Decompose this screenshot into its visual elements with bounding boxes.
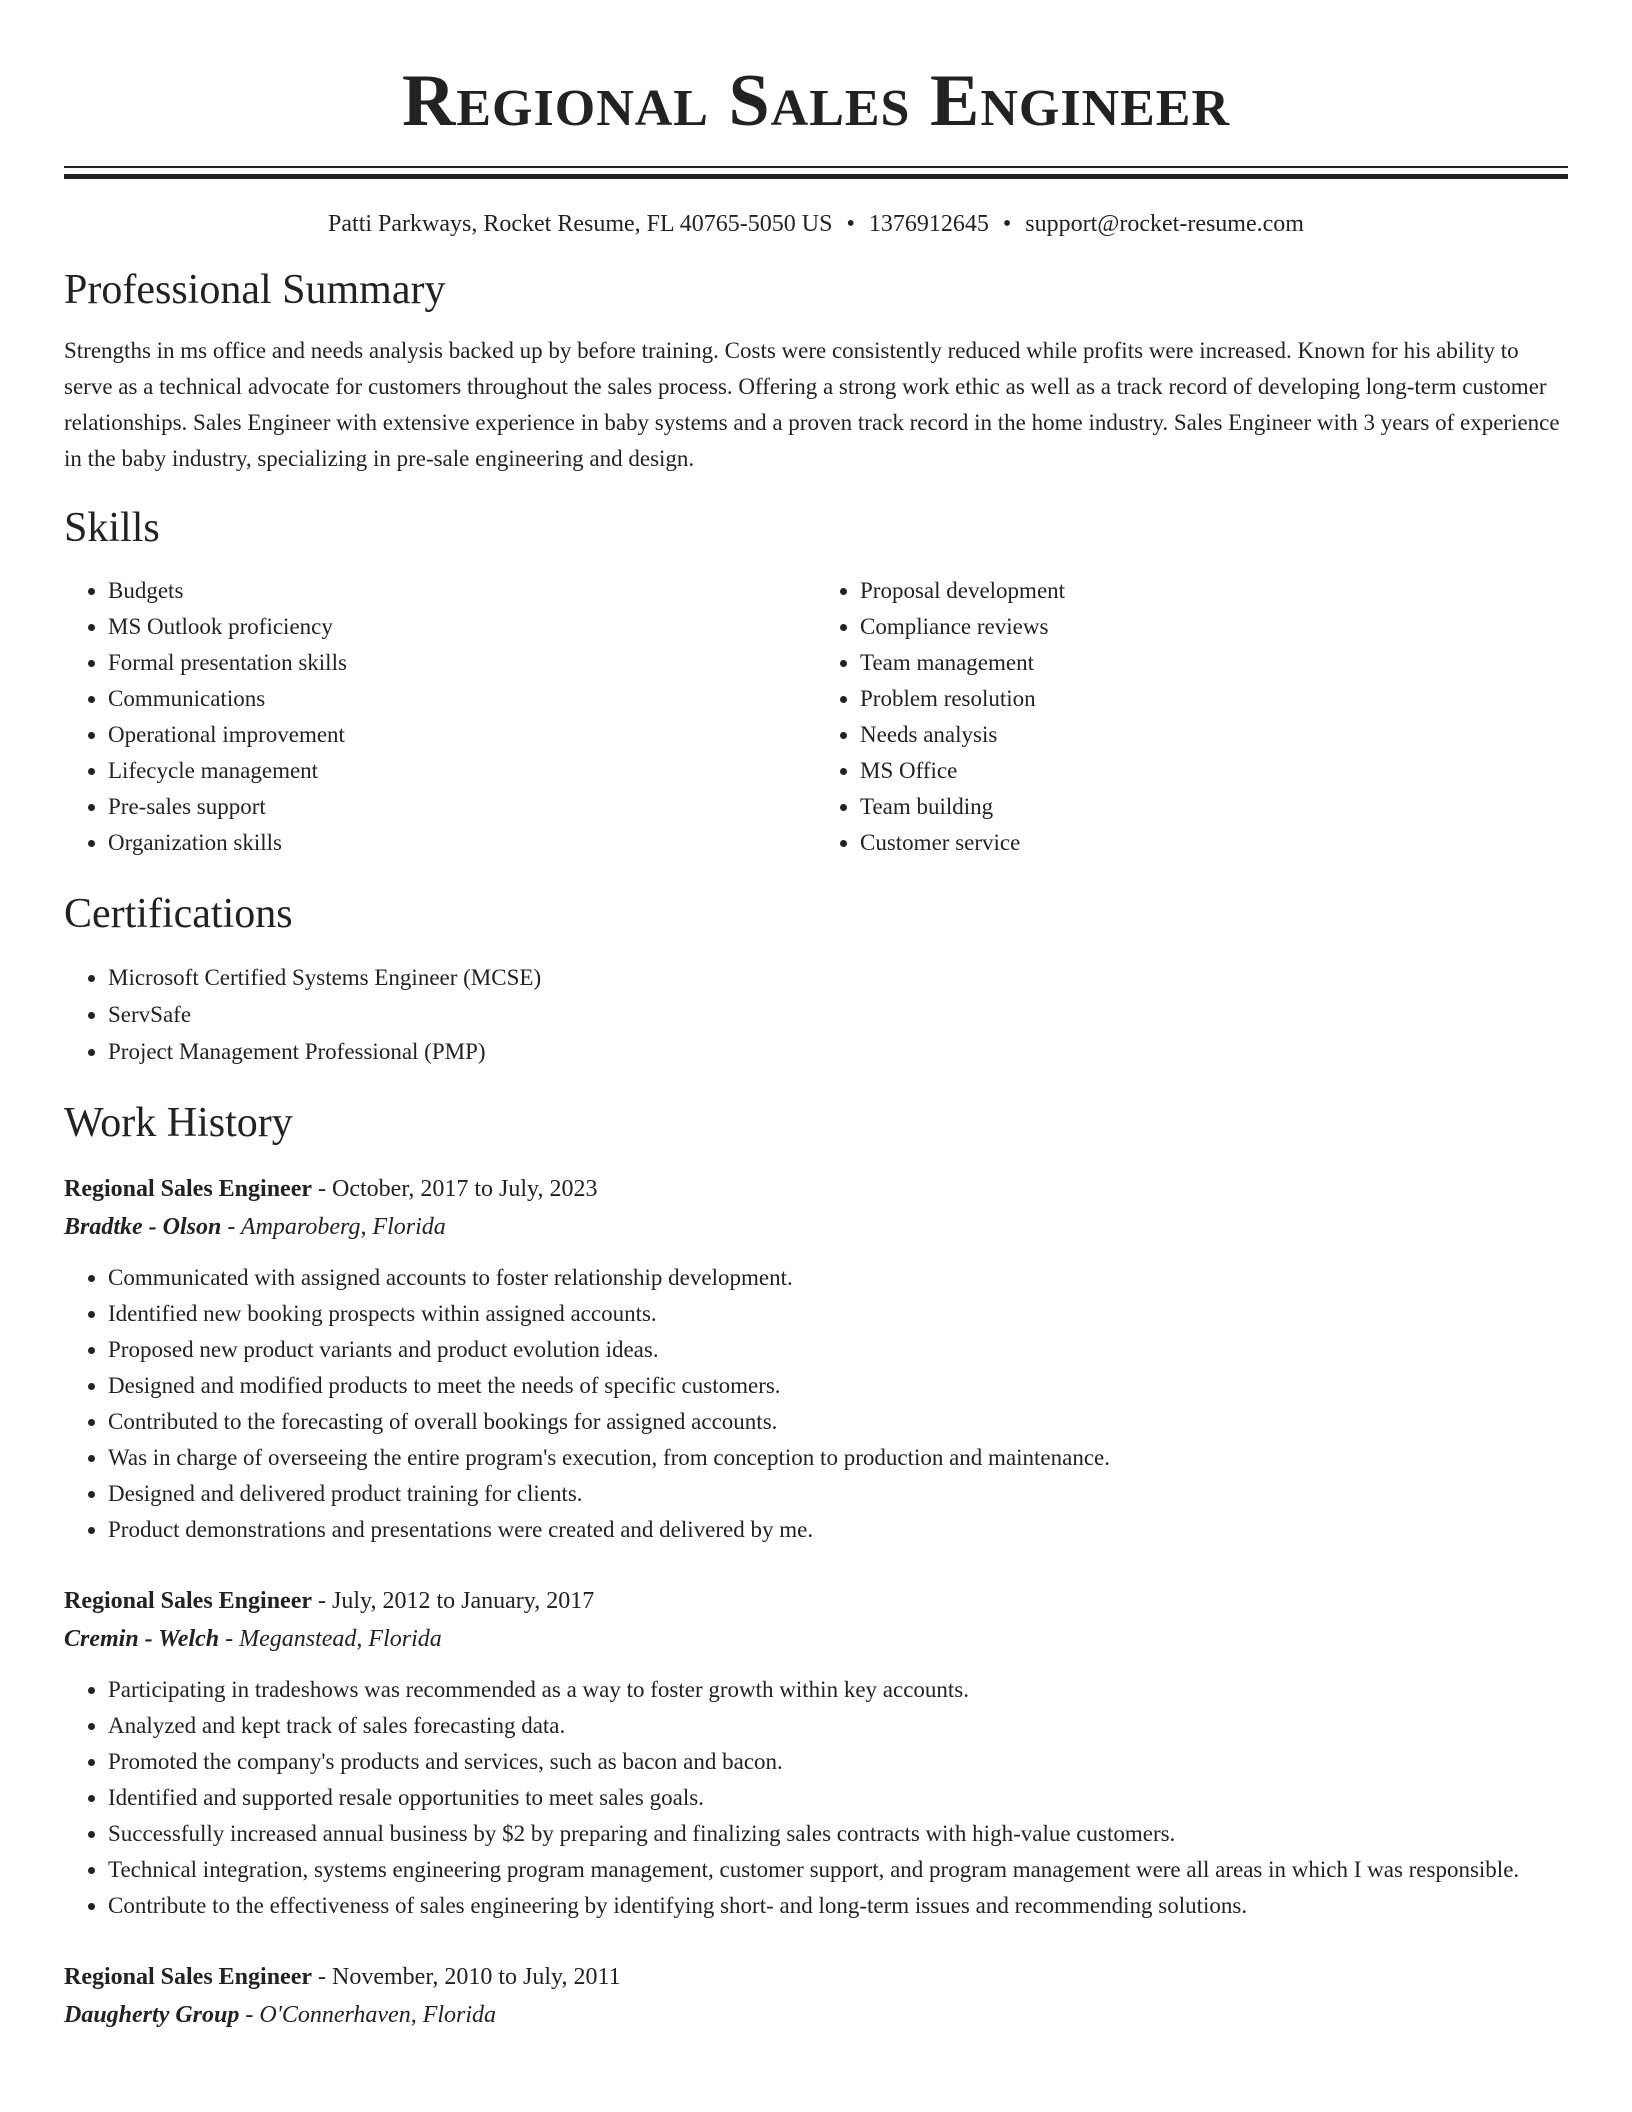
- skill-item: • MS Office: [860, 753, 1568, 789]
- job-title: Regional Sales Engineer: [64, 1964, 313, 1990]
- job-bullet: • Promoted the company's products and services, such as bacon and bacon.: [108, 1744, 1568, 1780]
- job-title-line: Regional Sales Engineer - October, 2017 to July, 2023: [64, 1176, 598, 1202]
- resume-title: Regional Sales Engineer: [401, 60, 1231, 142]
- contact-separator: •: [1002, 211, 1012, 237]
- job-bullet: • Was in charge of overseeing the entire program's execution, from conception to production and maintenance.: [108, 1440, 1568, 1476]
- job-bullet: • Identified and supported resale opportunities to meet sales goals.: [108, 1780, 1568, 1816]
- skill-item: • Needs analysis: [860, 717, 1568, 753]
- job-dates: October, 2017 to July, 2023: [332, 1176, 598, 1202]
- job-bullet: • Technical integration, systems engineering program management, customer support, and program management were all areas in which I was responsible.: [108, 1852, 1568, 1888]
- job-entry: [64, 1170, 1568, 1548]
- skill-item: • MS Outlook proficiency: [108, 609, 816, 645]
- skill-item: • Customer service: [860, 825, 1568, 861]
- contact-separator: •: [846, 211, 855, 237]
- skills-list-right: [816, 573, 1568, 861]
- skills-list-left: [64, 573, 816, 861]
- job-company-line: Bradtke - Olson - Amparoberg, Florida: [64, 1214, 446, 1240]
- job-title-line: Regional Sales Engineer - July, 2012 to January, 2017: [64, 1588, 595, 1614]
- job-dates: July, 2012 to January, 2017: [332, 1588, 595, 1614]
- job-company: Daugherty Group: [64, 2002, 240, 2028]
- skill-item: • Formal presentation skills: [108, 645, 816, 681]
- job-bullet: • Analyzed and kept track of sales forecasting data.: [108, 1708, 1568, 1744]
- skill-item: • Budgets: [108, 573, 816, 609]
- skill-item: • Lifecycle management: [108, 753, 816, 789]
- job-company-line: Daugherty Group - O'Connerhaven, Florida: [64, 2002, 497, 2028]
- job-entry: [64, 1582, 1568, 1924]
- certification-item: • ServSafe: [108, 996, 1568, 1033]
- title-divider-thin: [64, 166, 1568, 168]
- summary-text: Strengths in ms office and needs analysis backed up by before training. Costs were consistently reduced while profits were increased. Known for his ability to serve as a technical advocate for customers throughout the sales process. Offering a strong work ethic as well as a track record of developing long-term customer relationships. Sales Engineer with extensive experience in baby systems and a proven track record in the home industry. Sales Engineer with 3 years of experience in the baby industry, specializing in pre-sale engineering and design.: [64, 338, 1560, 471]
- job-company-line: Cremin - Welch - Meganstead, Florida: [64, 1626, 442, 1652]
- job-title: Regional Sales Engineer: [64, 1588, 313, 1614]
- job-dates: November, 2010 to July, 2011: [332, 1964, 621, 1990]
- contact-address: Patti Parkways, Rocket Resume, FL 40765-5050 US: [328, 211, 833, 237]
- job-title: Regional Sales Engineer: [64, 1176, 313, 1202]
- contact-phone: 1376912645: [868, 211, 989, 237]
- job-location: O'Connerhaven, Florida: [259, 2002, 497, 2028]
- skill-item: • Organization skills: [108, 825, 816, 861]
- contact-line: [64, 209, 1568, 239]
- skill-item: • Pre-sales support: [108, 789, 816, 825]
- summary-heading: Professional Summary: [64, 267, 446, 313]
- job-bullets: [64, 1672, 1568, 1924]
- skill-item: • Problem resolution: [860, 681, 1568, 717]
- job-company: Bradtke - Olson: [64, 1214, 222, 1240]
- job-bullets: [64, 1260, 1568, 1548]
- job-location: Amparoberg, Florida: [240, 1214, 446, 1240]
- job-bullet: • Identified new booking prospects within assigned accounts.: [108, 1296, 1568, 1332]
- job-bullet: • Contributed to the forecasting of overall bookings for assigned accounts.: [108, 1404, 1568, 1440]
- certifications-heading: Certifications: [64, 891, 293, 937]
- skills-columns: [64, 573, 1568, 861]
- job-bullet: • Successfully increased annual business by $2 by preparing and finalizing sales contracts with high-value customers.: [108, 1816, 1568, 1852]
- skills-heading: Skills: [64, 505, 160, 551]
- job-bullet: • Proposed new product variants and product evolution ideas.: [108, 1332, 1568, 1368]
- certifications-list: [64, 959, 1568, 1070]
- certification-item: • Microsoft Certified Systems Engineer (MCSE): [108, 959, 1568, 996]
- job-location: Meganstead, Florida: [239, 1626, 442, 1652]
- contact-email: support@rocket-resume.com: [1025, 211, 1304, 237]
- job-company: Cremin - Welch: [64, 1626, 220, 1652]
- job-bullet: • Designed and delivered product training for clients.: [108, 1476, 1568, 1512]
- job-bullet: • Participating in tradeshows was recommended as a way to foster growth within key accounts.: [108, 1672, 1568, 1708]
- title-divider-thick: [64, 174, 1568, 179]
- certification-item: • Project Management Professional (PMP): [108, 1033, 1568, 1070]
- skill-item: • Operational improvement: [108, 717, 816, 753]
- job-bullet: • Designed and modified products to meet the needs of specific customers.: [108, 1368, 1568, 1404]
- work-history-heading: Work History: [64, 1100, 293, 1146]
- skill-item: • Compliance reviews: [860, 609, 1568, 645]
- job-bullet: • Product demonstrations and presentations were created and delivered by me.: [108, 1512, 1568, 1548]
- job-bullet: • Contribute to the effectiveness of sales engineering by identifying short- and long-term issues and recommending solutions.: [108, 1888, 1568, 1924]
- job-title-line: Regional Sales Engineer - November, 2010 to July, 2011: [64, 1964, 621, 1990]
- job-bullet: • Communicated with assigned accounts to foster relationship development.: [108, 1260, 1568, 1296]
- skill-item: • Proposal development: [860, 573, 1568, 609]
- job-entry: [64, 1958, 1568, 2034]
- skill-item: • Team building: [860, 789, 1568, 825]
- skill-item: • Communications: [108, 681, 816, 717]
- skill-item: • Team management: [860, 645, 1568, 681]
